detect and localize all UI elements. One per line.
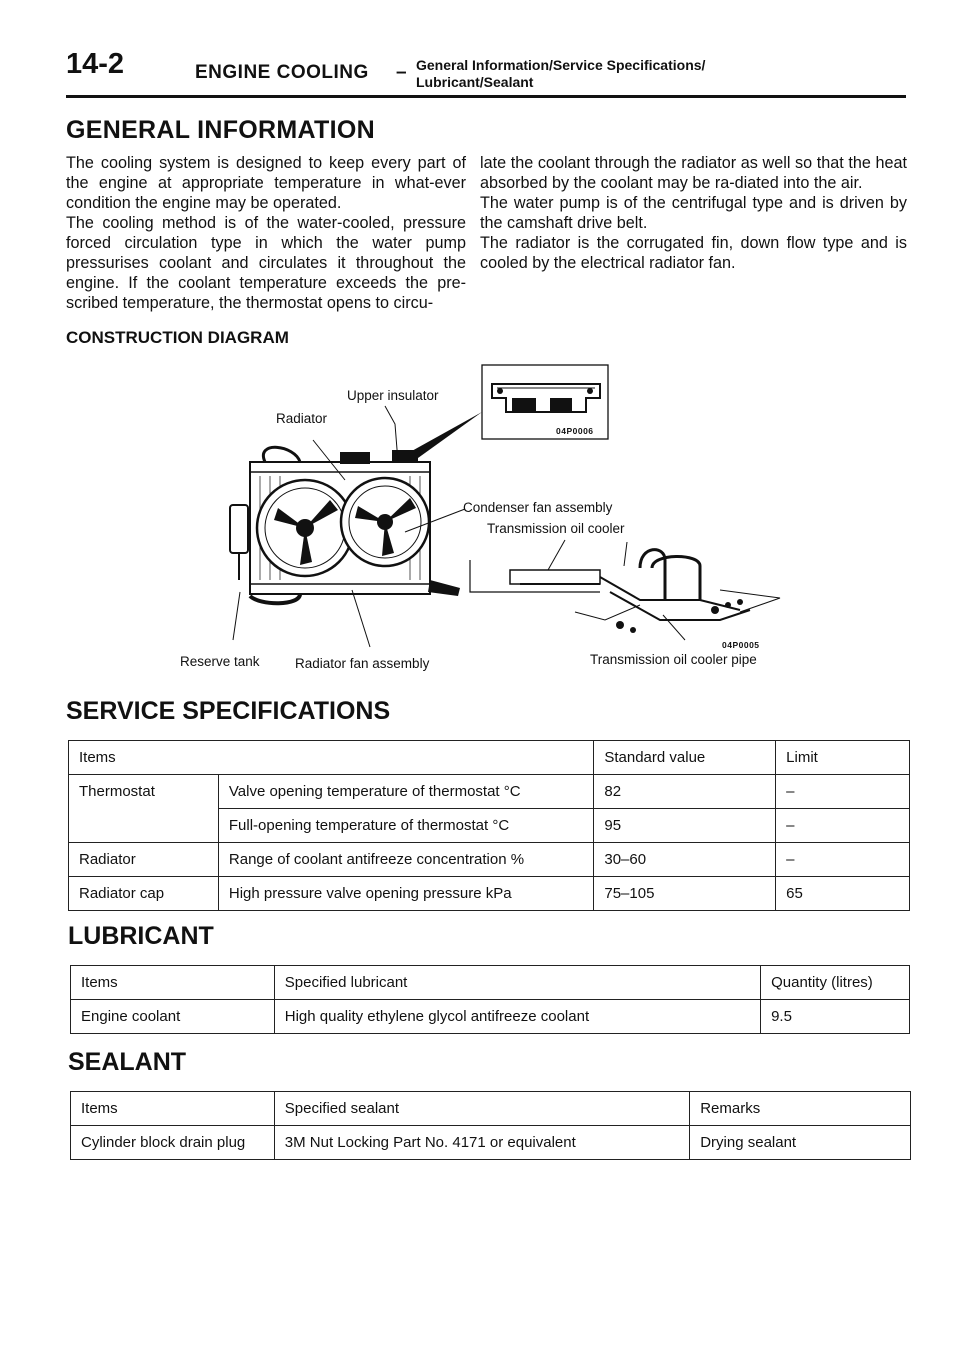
inset-code: 04P0006 <box>556 426 594 436</box>
table-header-row <box>69 741 910 775</box>
sealant-table <box>70 1091 911 1160</box>
column-header: Specified sealant <box>274 1092 689 1126</box>
table-cell-standard: 82 <box>594 775 776 809</box>
table-cell-spec: 3M Nut Locking Part No. 4171 or equivalent <box>274 1126 689 1160</box>
column-header: Items <box>71 966 275 1000</box>
table-cell-group: Radiator cap <box>69 877 219 911</box>
table-cell-item: Full-opening temperature of thermostat °C <box>218 809 593 843</box>
column-header: Items <box>71 1092 275 1126</box>
table-cell-spec: High quality ethylene glycol antifreeze coolant <box>274 1000 760 1034</box>
general-paragraph: The cooling method is of the water-cooled, pressure forced circulation type in which the water pump pressurises coolant and circulates it throughout the engine. If the coolant temperature exceeds the pre-scribed temperature, the thermostat opens to circu- <box>66 214 466 312</box>
label-reserve-tank: Reserve tank <box>180 654 260 669</box>
general-paragraph: The radiator is the corrugated fin, down flow type and is cooled by the electrical radiator fan. <box>480 234 907 272</box>
label-upper-insulator: Upper insulator <box>347 388 439 403</box>
transmission-oil-cooler-drawing <box>470 550 780 633</box>
lubricant-table <box>70 965 910 1034</box>
section-subtitle-line2: Lubricant/Sealant <box>416 74 534 90</box>
table-cell-standard: 30–60 <box>594 843 776 877</box>
radiator-assembly-drawing <box>230 447 460 603</box>
table-header-row <box>71 966 910 1000</box>
general-paragraph: The cooling system is designed to keep every part of the engine at appropriate temperature in what-ever condition the engine may be operated. <box>66 154 466 212</box>
service-specifications-table <box>68 740 910 911</box>
service-specifications-heading: SERVICE SPECIFICATIONS <box>66 697 391 725</box>
table-cell-standard: 75–105 <box>594 877 776 911</box>
column-header: Standard value <box>594 741 776 775</box>
table-cell-limit: – <box>776 809 910 843</box>
section-title: ENGINE COOLING <box>195 62 369 83</box>
sealant-heading: SEALANT <box>68 1048 187 1076</box>
label-radiator: Radiator <box>276 411 328 426</box>
table-cell-group: Radiator <box>69 843 219 877</box>
column-header: Specified lubricant <box>274 966 760 1000</box>
section-dash: – <box>396 62 407 83</box>
table-cell-limit: – <box>776 775 910 809</box>
table-header-row <box>71 1092 911 1126</box>
column-header: Quantity (litres) <box>761 966 910 1000</box>
column-header: Remarks <box>690 1092 911 1126</box>
table-row <box>69 877 910 911</box>
pipe-code: 04P0005 <box>722 640 760 650</box>
upper-insulator-inset <box>410 365 608 458</box>
table-row <box>71 1000 910 1034</box>
table-cell-item: Valve opening temperature of thermostat °C <box>218 775 593 809</box>
table-cell-limit: – <box>776 843 910 877</box>
table-cell-limit: 65 <box>776 877 910 911</box>
general-paragraph: The water pump is of the centrifugal type and is driven by the camshaft drive belt. <box>480 194 907 232</box>
table-cell-remarks: Drying sealant <box>690 1126 911 1160</box>
table-cell-qty: 9.5 <box>761 1000 910 1034</box>
table-cell-item: Cylinder block drain plug <box>71 1126 275 1160</box>
table-row <box>69 775 910 809</box>
table-cell-group: Thermostat <box>69 775 219 843</box>
lubricant-heading: LUBRICANT <box>68 922 214 950</box>
label-condenser-fan-assembly: Condenser fan assembly <box>463 500 613 515</box>
table-cell-item: Range of coolant antifreeze concentration % <box>218 843 593 877</box>
table-row <box>71 1126 911 1160</box>
page-number: 14-2 <box>66 48 125 80</box>
general-information-heading: GENERAL INFORMATION <box>66 116 375 144</box>
table-row <box>69 843 910 877</box>
table-cell-item: Engine coolant <box>71 1000 275 1034</box>
table-cell-standard: 95 <box>594 809 776 843</box>
section-subtitle-line1: General Information/Service Specifications/ <box>416 57 706 73</box>
column-header: Limit <box>776 741 910 775</box>
label-radiator-fan-assembly: Radiator fan assembly <box>295 656 430 671</box>
general-paragraph: late the coolant through the radiator as well so that the heat absorbed by the coolant may be ra-diated into the air. <box>480 154 907 192</box>
column-header: Items <box>69 741 594 775</box>
label-transmission-oil-cooler: Transmission oil cooler <box>487 521 625 536</box>
label-transmission-oil-cooler-pipe: Transmission oil cooler pipe <box>590 652 757 667</box>
table-cell-item: High pressure valve opening pressure kPa <box>218 877 593 911</box>
construction-diagram-heading: CONSTRUCTION DIAGRAM <box>66 328 289 347</box>
